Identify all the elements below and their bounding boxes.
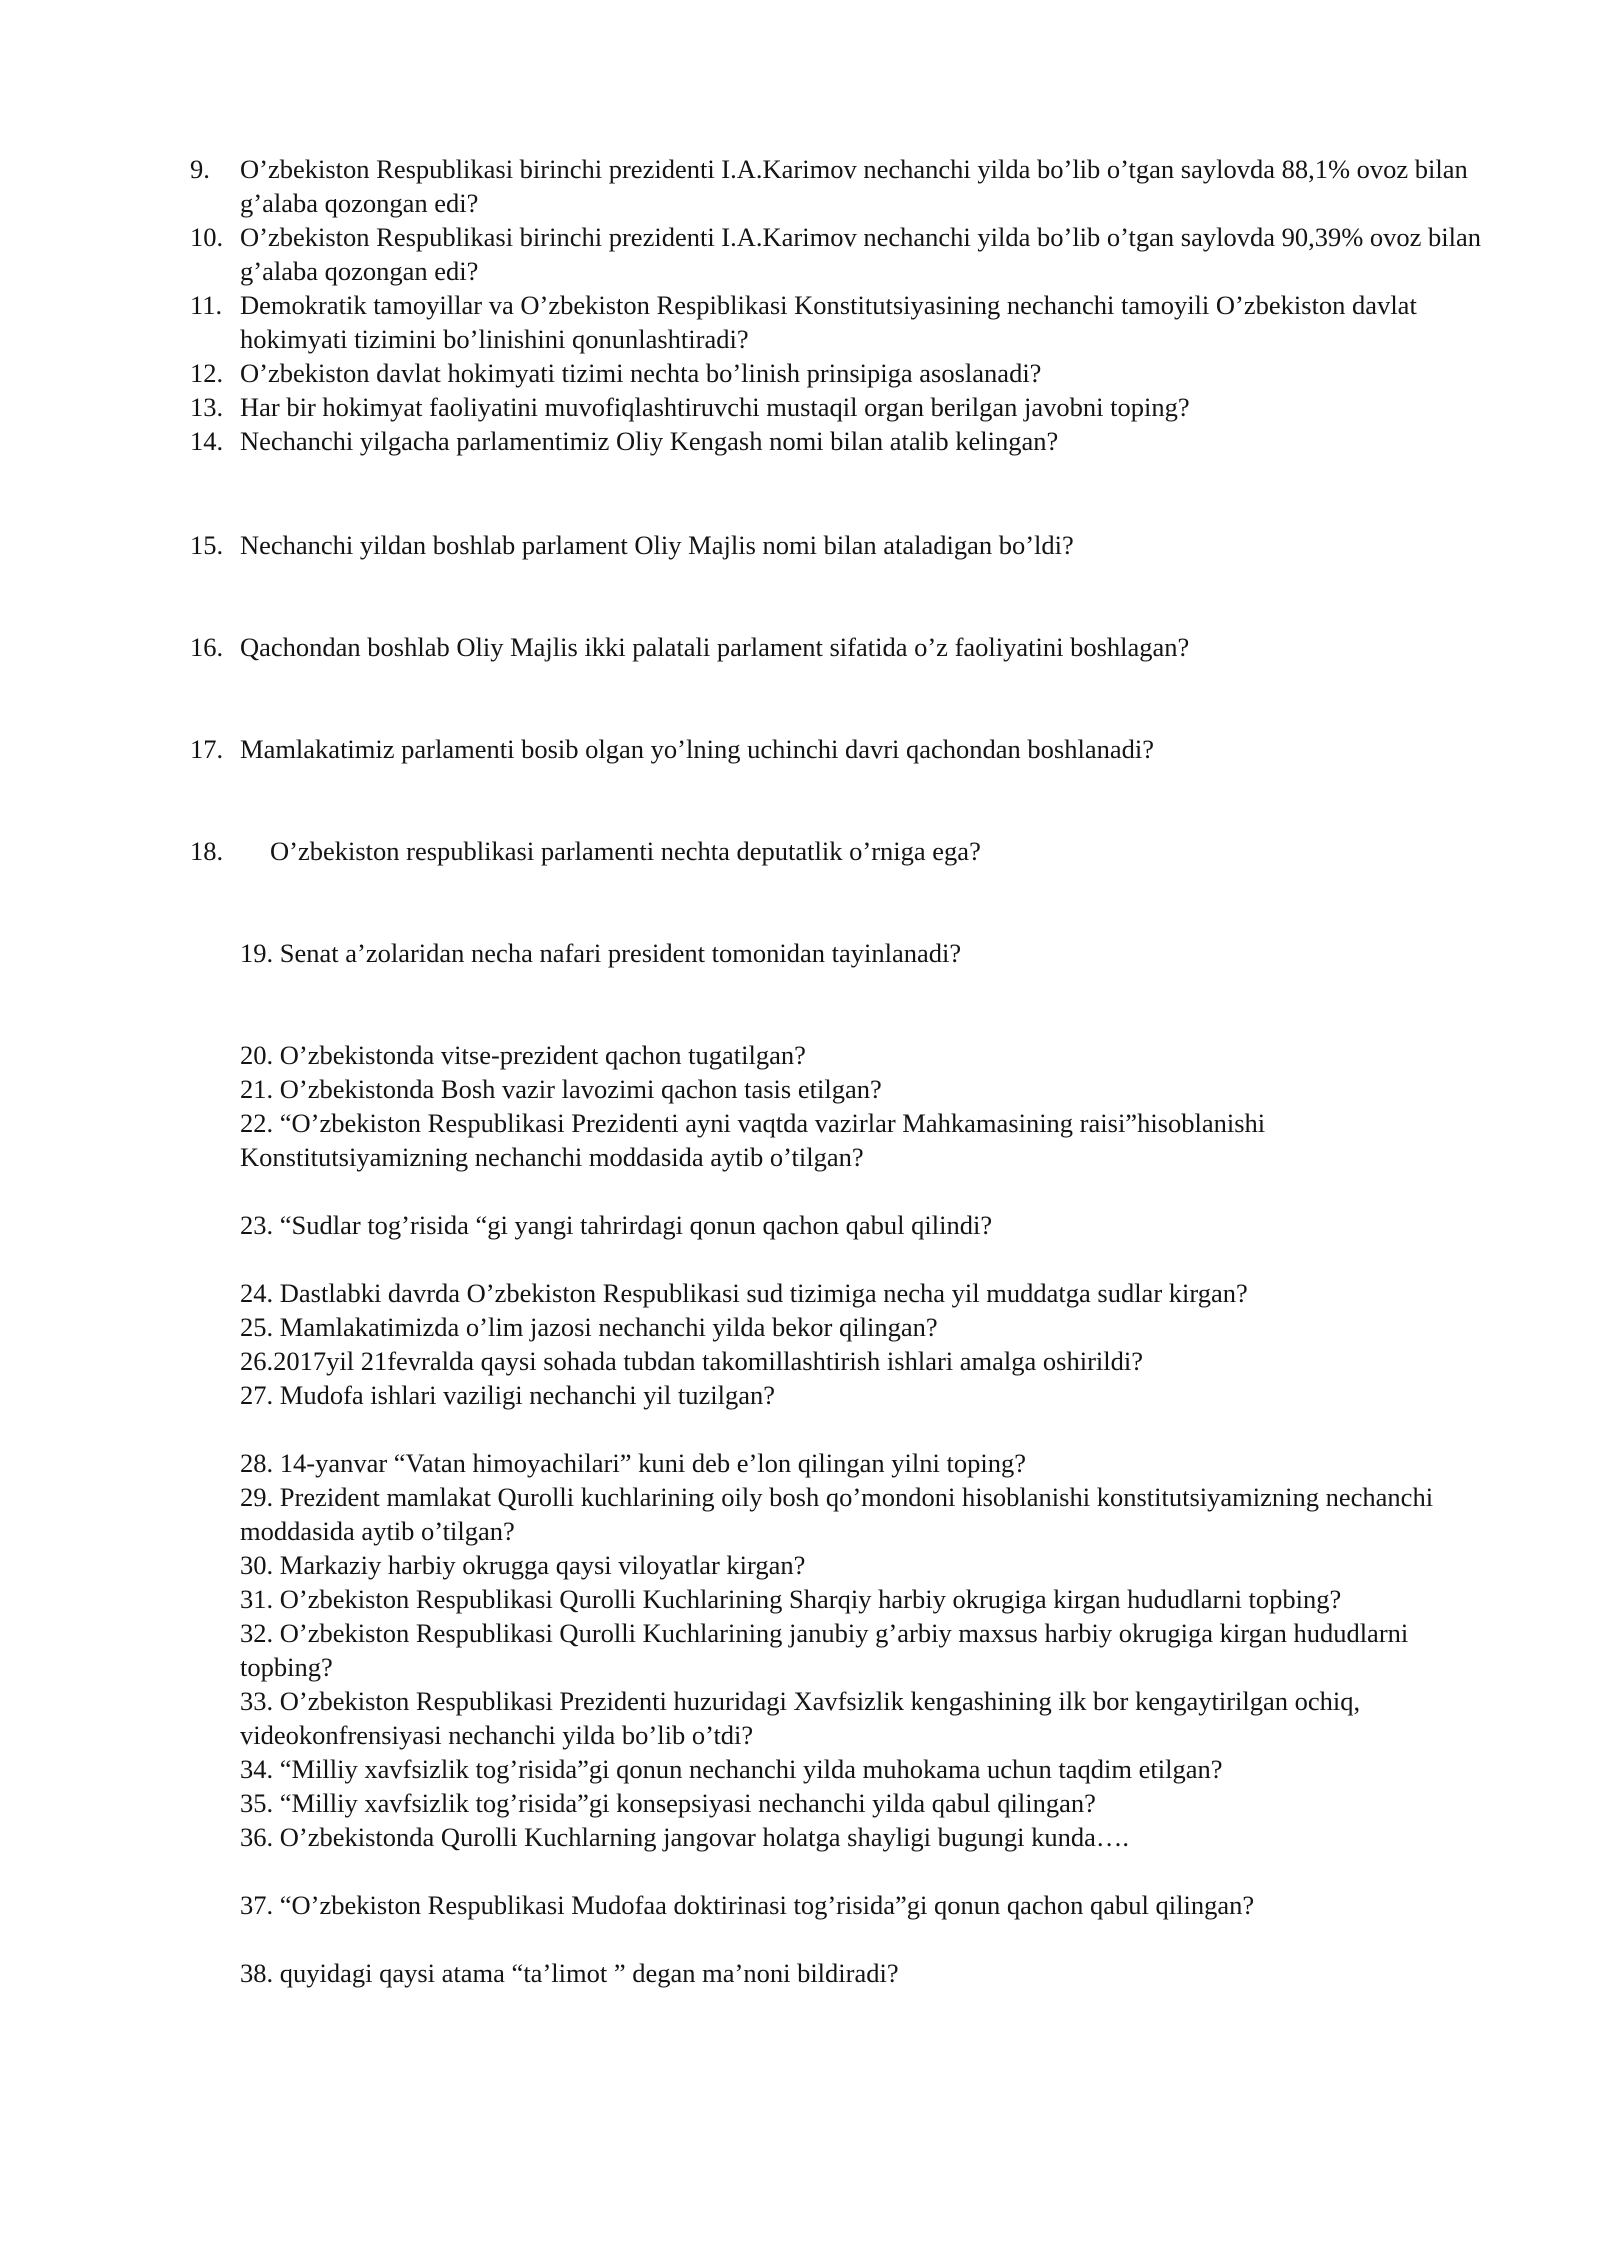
question-list-24-27 [240,1276,1490,1412]
question-30: 30. Markaziy harbiy okrugga qaysi viloyatlar kirgan? [240,1550,806,1580]
question-text: Nechanchi yilgacha parlamentimiz Oliy Kengash nomi bilan atalib kelingan? [240,426,1059,456]
question-number: 9. [190,154,210,184]
question-37: 37. “O’zbekiston Respublikasi Mudofaa doktirinasi tog’risida”gi qonun qachon qabul qilingan? [240,1890,1255,1920]
question-27: 27. Mudofa ishlari vaziligi nechanchi yil tuzilgan? [240,1380,775,1410]
question-text: O’zbekiston davlat hokimyati tizimi nechta bo’linish prinsipiga asoslanadi? [240,358,1042,388]
question-number: 16. [190,632,224,662]
question-24: 24. Dastlabki davrda O’zbekiston Respublikasi sud tizimiga necha yil muddatga sudlar kirgan? [240,1278,1248,1308]
question-number: 10. [190,222,224,252]
question-text: Mamlakatimiz parlamenti bosib olgan yo’lning uchinchi davri qachondan boshlanadi? [240,734,1155,764]
question-28: 28. 14-yanvar “Vatan himoyachilari” kuni deb e’lon qilingan yilni toping? [240,1448,1026,1478]
question-text: Nechanchi yildan boshlab parlament Oliy Majlis nomi bilan ataladigan bo’ldi? [240,530,1074,560]
question-20: 20. O’zbekistonda vitse-prezident qachon tugatilgan? [240,1040,806,1070]
question-35: 35. “Milliy xavfsizlik tog’risida”gi konsepsiyasi nechanchi yilda qabul qilingan? [240,1788,1096,1818]
question-34: 34. “Milliy xavfsizlik tog’risida”gi qonun nechanchi yilda muhokama uchun taqdim etilgan? [240,1754,1223,1784]
question-number: 12. [190,358,224,388]
question-33: 33. O’zbekiston Respublikasi Prezidenti huzuridagi Xavfsizlik kengashining ilk bor kengaytirilgan ochiq, videokonfrensiyasi nechanchi yilda bo’lib o’tdi? [240,1686,1361,1750]
question-text: O’zbekiston Respublikasi birinchi prezidenti I.A.Karimov nechanchi yilda bo’lib o’tgan saylovda 88,1% ovoz bilan g’alaba qozongan edi? [240,154,1468,218]
question-list-20-22 [240,1038,1490,1174]
question-list-9-14 [190,152,1510,458]
question-19: 19. Senat a’zolaridan necha nafari president tomonidan tayinlanadi? [240,938,962,968]
question-25: 25. Mamlakatimizda o’lim jazosi nechanchi yilda bekor qilingan? [240,1312,938,1342]
question-10 [190,220,1510,288]
question-38: 38. quyidagi qaysi atama “ta’limot ” degan ma’noni bildiradi? [240,1958,899,1988]
question-12 [190,356,1510,390]
question-15 [190,528,1510,562]
question-21: 21. O’zbekistonda Bosh vazir lavozimi qachon tasis etilgan? [240,1074,882,1104]
question-31: 31. O’zbekiston Respublikasi Qurolli Kuchlarining Sharqiy harbiy okrugiga kirgan hududlarni topbing? [240,1584,1342,1614]
question-text: O’zbekiston respublikasi parlamenti nechta deputatlik o’rniga ega? [270,836,981,866]
question-11 [190,288,1510,356]
question-text: O’zbekiston Respublikasi birinchi prezidenti I.A.Karimov nechanchi yilda bo’lib o’tgan saylovda 90,39% ovoz bilan g’alaba qozongan edi? [240,222,1482,286]
question-9 [190,152,1510,220]
question-13 [190,390,1510,424]
question-text: Demokratik tamoyillar va O’zbekiston Respiblikasi Konstitutsiyasining nechanchi tamoyili O’zbekiston davlat hokimyati tizimini bo’linishini qonunlashtiradi? [240,290,1417,354]
question-14 [190,424,1510,458]
question-32: 32. O’zbekiston Respublikasi Qurolli Kuchlarining janubiy g’arbiy maxsus harbiy okrugiga kirgan hududlarni topbing? [240,1618,1409,1682]
question-18 [190,834,981,868]
question-text: Qachondan boshlab Oliy Majlis ikki palatali parlament sifatida o’z faoliyatini boshlagan? [240,632,1190,662]
question-29: 29. Prezident mamlakat Qurolli kuchlarining oily bosh qo’mondoni hisoblanishi konstitutsiyamizning nechanchi moddasida aytib o’tilgan? [240,1482,1434,1546]
question-number: 13. [190,392,224,422]
question-22: 22. “O’zbekiston Respublikasi Prezidenti ayni vaqtda vazirlar Mahkamasining raisi”hisoblanishi Konstitutsiyamizning nechanchi moddasida aytib o’tilgan? [240,1108,1266,1172]
question-number: 18. [190,836,224,866]
question-number: 11. [190,290,223,320]
question-number: 15. [190,530,224,560]
question-list-28-36 [240,1446,1490,1854]
question-16 [190,630,1510,664]
question-number: 17. [190,734,224,764]
question-number: 14. [190,426,224,456]
question-36: 36. O’zbekistonda Qurolli Kuchlarning jangovar holatga shayligi bugungi kunda…. [240,1822,1130,1852]
question-23: 23. “Sudlar tog’risida “gi yangi tahrirdagi qonun qachon qabul qilindi? [240,1210,993,1240]
question-17 [190,732,1510,766]
question-26: 26.2017yil 21fevralda qaysi sohada tubdan takomillashtirish ishlari amalga oshirildi? [240,1346,1144,1376]
question-text: Har bir hokimyat faoliyatini muvofiqlashtiruvchi mustaqil organ berilgan javobni toping? [240,392,1190,422]
